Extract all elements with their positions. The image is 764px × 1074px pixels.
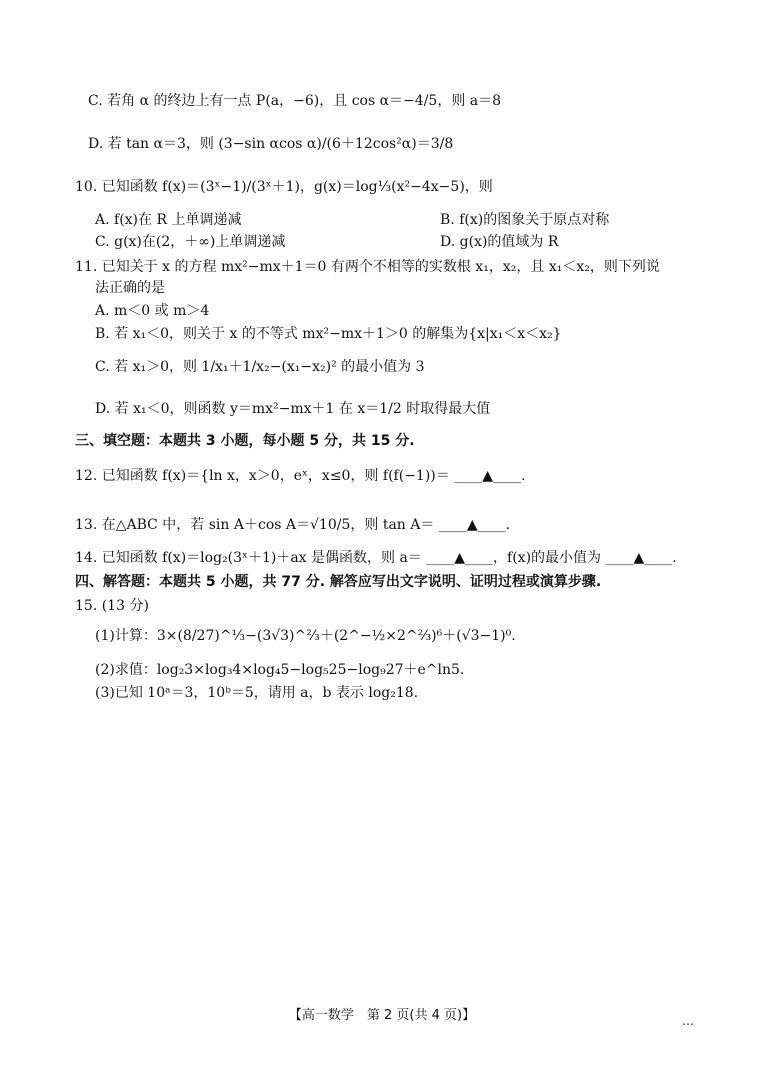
question-11-option-a: A. m＜0 或 m＞4 (95, 303, 210, 319)
question-10-option-c: C. g(x)在(2，＋∞)上单调递减 (95, 234, 286, 250)
corner-mark: … (682, 1014, 694, 1028)
page-footer: 【高一数学 第 2 页(共 4 页)】 (288, 1008, 476, 1023)
question-10-option-a: A. f(x)在 R 上单调递减 (95, 212, 242, 228)
question-15-heading: 15. (13 分) (75, 598, 149, 614)
section-3-heading: 三、填空题：本题共 3 小题，每小题 5 分，共 15 分. (75, 433, 415, 449)
question-13: 13. 在△ABC 中，若 sin A＋cos A＝√10/5，则 tan A＝ ____▲____. (75, 517, 511, 533)
question-11-option-d: D. 若 x₁＜0，则函数 y＝mx²−mx＋1 在 x＝1/2 时取得最大值 (95, 401, 491, 417)
question-11-stem-line1: 11. 已知关于 x 的方程 mx²−mx＋1＝0 有两个不相等的实数根 x₁，x₂，且 x₁＜x₂，则下列说 (75, 259, 660, 275)
question-11-stem-line2: 法正确的是 (95, 280, 165, 296)
question-14: 14. 已知函数 f(x)＝log₂(3ˣ＋1)＋ax 是偶函数，则 a＝ ____▲____，f(x)的最小值为 ____▲____. (75, 550, 677, 566)
question-10-option-b: B. f(x)的图象关于原点对称 (440, 212, 610, 228)
question-9-option-c: C. 若角 α 的终边上有一点 P(a，−6)，且 cos α＝−4/5，则 a＝8 (88, 93, 502, 109)
question-10-stem: 10. 已知函数 f(x)＝(3ˣ−1)/(3ˣ＋1)，g(x)＝log⅓(x²−4x−5)，则 (75, 179, 493, 195)
section-4-heading: 四、解答题：本题共 5 小题，共 77 分. 解答应写出文字说明、证明过程或演算步骤. (75, 574, 602, 590)
question-12: 12. 已知函数 f(x)＝{ln x，x＞0，eˣ，x≤0，则 f(f(−1))＝ ____▲____. (75, 468, 526, 484)
question-10-option-d: D. g(x)的值域为 R (440, 234, 559, 250)
question-15-part-3: (3)已知 10ᵃ＝3，10ᵇ＝5，请用 a，b 表示 log₂18. (95, 685, 419, 701)
question-11-option-b: B. 若 x₁＜0，则关于 x 的不等式 mx²−mx＋1＞0 的解集为{x|x₁＜x＜x₂} (95, 326, 562, 342)
question-15-part-1: (1)计算：3×(8/27)^⅓−(3√3)^⅔＋(2^−½×2^⅔)⁶＋(√3−1)⁰. (95, 628, 516, 644)
question-9-option-d: D. 若 tan α＝3，则 (3−sin αcos α)/(6＋12cos²α)＝3/8 (88, 136, 454, 152)
question-15-part-2: (2)求值：log₂3×log₃4×log₄5−log₅25−log₉27＋e^ln5. (95, 662, 465, 678)
question-11-option-c: C. 若 x₁＞0，则 1/x₁＋1/x₂−(x₁−x₂)² 的最小值为 3 (95, 359, 425, 375)
